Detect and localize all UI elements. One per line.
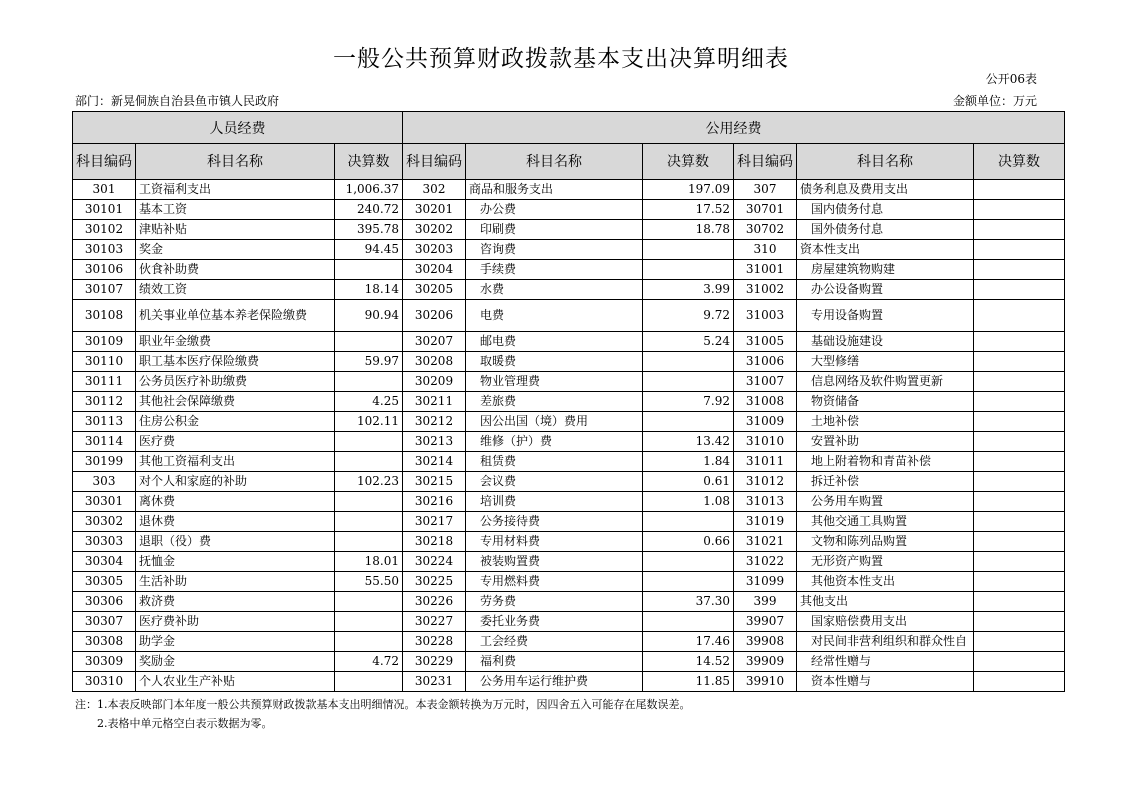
amount-cell: 18.14 (335, 280, 403, 300)
code-cell: 30217 (403, 512, 466, 532)
column-header-amount: 决算数 (335, 144, 403, 180)
name-cell: 奖励金 (136, 652, 335, 672)
expenditure-table (72, 111, 1065, 692)
amount-cell (974, 352, 1065, 372)
table-row (73, 412, 1065, 432)
code-cell: 31011 (734, 452, 797, 472)
group-header-public: 公用经费 (403, 112, 1065, 144)
code-cell: 31005 (734, 332, 797, 352)
code-cell: 30114 (73, 432, 136, 452)
code-cell: 30701 (734, 200, 797, 220)
name-cell: 房屋建筑物购建 (797, 260, 974, 280)
name-cell: 机关事业单位基本养老保险缴费 (136, 300, 335, 332)
code-cell: 30201 (403, 200, 466, 220)
code-cell: 30108 (73, 300, 136, 332)
amount-cell: 7.92 (643, 392, 734, 412)
table-body (73, 180, 1065, 692)
column-header-name: 科目名称 (797, 144, 974, 180)
code-cell: 30110 (73, 352, 136, 372)
code-cell: 30213 (403, 432, 466, 452)
name-cell: 拆迁补偿 (797, 472, 974, 492)
name-cell: 伙食补助费 (136, 260, 335, 280)
name-cell: 工资福利支出 (136, 180, 335, 200)
name-cell: 住房公积金 (136, 412, 335, 432)
name-cell: 退职（役）费 (136, 532, 335, 552)
name-cell: 安置补助 (797, 432, 974, 452)
amount-cell: 1.08 (643, 492, 734, 512)
amount-cell (335, 260, 403, 280)
amount-cell: 59.97 (335, 352, 403, 372)
code-cell: 30225 (403, 572, 466, 592)
amount-cell: 0.61 (643, 472, 734, 492)
name-cell: 公务用车购置 (797, 492, 974, 512)
table-row (73, 472, 1065, 492)
name-cell: 其他支出 (797, 592, 974, 612)
table-row (73, 632, 1065, 652)
amount-cell: 240.72 (335, 200, 403, 220)
code-cell: 31006 (734, 352, 797, 372)
code-cell: 30214 (403, 452, 466, 472)
amount-cell (974, 492, 1065, 512)
code-cell: 31007 (734, 372, 797, 392)
code-cell: 30305 (73, 572, 136, 592)
table-row (73, 492, 1065, 512)
code-cell: 30303 (73, 532, 136, 552)
code-cell: 31012 (734, 472, 797, 492)
amount-cell (974, 372, 1065, 392)
table-row (73, 352, 1065, 372)
name-cell: 津贴补贴 (136, 220, 335, 240)
amount-cell (974, 532, 1065, 552)
name-cell: 基础设施建设 (797, 332, 974, 352)
code-cell: 30109 (73, 332, 136, 352)
amount-cell (974, 452, 1065, 472)
page-title: 一般公共预算财政拨款基本支出决算明细表 (333, 46, 789, 72)
table-row (73, 240, 1065, 260)
column-header-code: 科目编码 (734, 144, 797, 180)
amount-cell: 14.52 (643, 652, 734, 672)
code-cell: 30304 (73, 552, 136, 572)
amount-cell (643, 372, 734, 392)
name-cell: 退休费 (136, 512, 335, 532)
name-cell: 其他工资福利支出 (136, 452, 335, 472)
name-cell: 其他社会保障缴费 (136, 392, 335, 412)
group-header-personnel: 人员经费 (73, 112, 403, 144)
code-cell: 30302 (73, 512, 136, 532)
name-cell: 电费 (466, 300, 643, 332)
amount-cell: 1,006.37 (335, 180, 403, 200)
amount-cell (974, 220, 1065, 240)
code-cell: 31009 (734, 412, 797, 432)
amount-cell (974, 512, 1065, 532)
name-cell: 资本性支出 (797, 240, 974, 260)
code-cell: 307 (734, 180, 797, 200)
table-row (73, 392, 1065, 412)
code-cell: 30102 (73, 220, 136, 240)
table-row (73, 652, 1065, 672)
table-row (73, 612, 1065, 632)
code-cell: 31001 (734, 260, 797, 280)
name-cell: 商品和服务支出 (466, 180, 643, 200)
table-row (73, 532, 1065, 552)
name-cell: 抚恤金 (136, 552, 335, 572)
amount-cell (335, 332, 403, 352)
code-cell: 30103 (73, 240, 136, 260)
column-header-name: 科目名称 (466, 144, 643, 180)
amount-cell: 197.09 (643, 180, 734, 200)
amount-cell: 0.66 (643, 532, 734, 552)
name-cell: 救济费 (136, 592, 335, 612)
code-cell: 301 (73, 180, 136, 200)
code-cell: 30702 (734, 220, 797, 240)
name-cell: 医疗费 (136, 432, 335, 452)
code-cell: 30307 (73, 612, 136, 632)
amount-cell (974, 260, 1065, 280)
code-cell: 30206 (403, 300, 466, 332)
code-cell: 30209 (403, 372, 466, 392)
code-cell: 30231 (403, 672, 466, 692)
code-cell: 30111 (73, 372, 136, 392)
code-cell: 30204 (403, 260, 466, 280)
name-cell: 取暖费 (466, 352, 643, 372)
name-cell: 咨询费 (466, 240, 643, 260)
name-cell: 专用设备购置 (797, 300, 974, 332)
table-row (73, 372, 1065, 392)
amount-cell (335, 612, 403, 632)
amount-cell: 102.11 (335, 412, 403, 432)
table-row (73, 200, 1065, 220)
name-cell: 经常性赠与 (797, 652, 974, 672)
amount-cell (974, 240, 1065, 260)
name-cell: 公务用车运行维护费 (466, 672, 643, 692)
column-header-code: 科目编码 (403, 144, 466, 180)
name-cell: 职工基本医疗保险缴费 (136, 352, 335, 372)
table-row (73, 300, 1065, 332)
amount-cell (974, 672, 1065, 692)
amount-unit-label: 金额单位：万元 (952, 94, 1037, 108)
amount-cell (974, 552, 1065, 572)
name-cell: 地上附着物和青苗补偿 (797, 452, 974, 472)
name-cell: 因公出国（境）费用 (466, 412, 643, 432)
amount-cell (974, 632, 1065, 652)
amount-cell (974, 300, 1065, 332)
name-cell: 国家赔偿费用支出 (797, 612, 974, 632)
amount-cell (643, 240, 734, 260)
name-cell: 劳务费 (466, 592, 643, 612)
name-cell: 手续费 (466, 260, 643, 280)
amount-cell: 4.25 (335, 392, 403, 412)
table-row (73, 512, 1065, 532)
amount-cell (974, 392, 1065, 412)
code-cell: 31022 (734, 552, 797, 572)
amount-cell: 17.46 (643, 632, 734, 652)
code-cell: 31099 (734, 572, 797, 592)
code-cell: 303 (73, 472, 136, 492)
table-row (73, 432, 1065, 452)
table-row (73, 332, 1065, 352)
amount-cell: 5.24 (643, 332, 734, 352)
code-cell: 30107 (73, 280, 136, 300)
code-cell: 31021 (734, 532, 797, 552)
amount-cell (643, 612, 734, 632)
amount-cell: 4.72 (335, 652, 403, 672)
name-cell: 文物和陈列品购置 (797, 532, 974, 552)
table-row (73, 280, 1065, 300)
code-cell: 30310 (73, 672, 136, 692)
amount-cell (974, 280, 1065, 300)
name-cell: 福利费 (466, 652, 643, 672)
amount-cell: 9.72 (643, 300, 734, 332)
table-row (73, 572, 1065, 592)
amount-cell: 17.52 (643, 200, 734, 220)
name-cell: 助学金 (136, 632, 335, 652)
name-cell: 离休费 (136, 492, 335, 512)
amount-cell (335, 512, 403, 532)
code-cell: 399 (734, 592, 797, 612)
table-row (73, 220, 1065, 240)
amount-cell: 395.78 (335, 220, 403, 240)
code-cell: 31019 (734, 512, 797, 532)
name-cell: 医疗费补助 (136, 612, 335, 632)
code-cell: 31008 (734, 392, 797, 412)
amount-cell (974, 412, 1065, 432)
amount-cell: 3.99 (643, 280, 734, 300)
name-cell: 工会经费 (466, 632, 643, 652)
amount-cell (335, 372, 403, 392)
column-header-code: 科目编码 (73, 144, 136, 180)
name-cell: 培训费 (466, 492, 643, 512)
footnote-1: 注：1.本表反映部门本年度一般公共预算财政拨款基本支出明细情况。本表金额转换为万元时，因四舍五入可能存在尾数误差。 (75, 698, 691, 711)
name-cell: 国内债务付息 (797, 200, 974, 220)
name-cell: 债务利息及费用支出 (797, 180, 974, 200)
amount-cell (643, 260, 734, 280)
amount-cell (643, 512, 734, 532)
form-number: 公开06表 (985, 72, 1037, 86)
name-cell: 会议费 (466, 472, 643, 492)
name-cell: 个人农业生产补贴 (136, 672, 335, 692)
code-cell: 30205 (403, 280, 466, 300)
amount-cell (974, 432, 1065, 452)
amount-cell: 13.42 (643, 432, 734, 452)
column-header-amount: 决算数 (643, 144, 734, 180)
amount-cell (974, 572, 1065, 592)
amount-cell (974, 332, 1065, 352)
code-cell: 31013 (734, 492, 797, 512)
code-cell: 30227 (403, 612, 466, 632)
amount-cell (974, 200, 1065, 220)
code-cell: 302 (403, 180, 466, 200)
table-row (73, 180, 1065, 200)
name-cell: 信息网络及软件购置更新 (797, 372, 974, 392)
name-cell: 公务员医疗补助缴费 (136, 372, 335, 392)
name-cell: 其他资本性支出 (797, 572, 974, 592)
code-cell: 30203 (403, 240, 466, 260)
code-cell: 31002 (734, 280, 797, 300)
table-row (73, 452, 1065, 472)
amount-cell: 37.30 (643, 592, 734, 612)
column-header-name: 科目名称 (136, 144, 335, 180)
name-cell: 土地补偿 (797, 412, 974, 432)
code-cell: 30202 (403, 220, 466, 240)
name-cell: 被装购置费 (466, 552, 643, 572)
name-cell: 对民间非营利组织和群众性自 (797, 632, 974, 652)
code-cell: 31010 (734, 432, 797, 452)
amount-cell (335, 532, 403, 552)
name-cell: 办公费 (466, 200, 643, 220)
name-cell: 物业管理费 (466, 372, 643, 392)
code-cell: 30308 (73, 632, 136, 652)
code-cell: 30216 (403, 492, 466, 512)
code-cell: 30229 (403, 652, 466, 672)
table-row (73, 672, 1065, 692)
code-cell: 39910 (734, 672, 797, 692)
code-cell: 30106 (73, 260, 136, 280)
amount-cell (643, 572, 734, 592)
table-row (73, 592, 1065, 612)
name-cell: 职业年金缴费 (136, 332, 335, 352)
code-cell: 30112 (73, 392, 136, 412)
name-cell: 生活补助 (136, 572, 335, 592)
name-cell: 维修（护）费 (466, 432, 643, 452)
name-cell: 物资储备 (797, 392, 974, 412)
code-cell: 30226 (403, 592, 466, 612)
code-cell: 30211 (403, 392, 466, 412)
name-cell: 专用燃料费 (466, 572, 643, 592)
amount-cell (974, 472, 1065, 492)
code-cell: 30301 (73, 492, 136, 512)
amount-cell: 94.45 (335, 240, 403, 260)
amount-cell: 18.78 (643, 220, 734, 240)
code-cell: 30224 (403, 552, 466, 572)
code-cell: 39907 (734, 612, 797, 632)
name-cell: 办公设备购置 (797, 280, 974, 300)
code-cell: 310 (734, 240, 797, 260)
code-cell: 30199 (73, 452, 136, 472)
amount-cell (335, 672, 403, 692)
name-cell: 委托业务费 (466, 612, 643, 632)
code-cell: 30207 (403, 332, 466, 352)
table-row (73, 552, 1065, 572)
amount-cell (974, 592, 1065, 612)
name-cell: 公务接待费 (466, 512, 643, 532)
table-row (73, 260, 1065, 280)
amount-cell (974, 612, 1065, 632)
name-cell: 其他交通工具购置 (797, 512, 974, 532)
amount-cell: 1.84 (643, 452, 734, 472)
code-cell: 30113 (73, 412, 136, 432)
code-cell: 30309 (73, 652, 136, 672)
name-cell: 对个人和家庭的补助 (136, 472, 335, 492)
code-cell: 31003 (734, 300, 797, 332)
code-cell: 39908 (734, 632, 797, 652)
name-cell: 邮电费 (466, 332, 643, 352)
name-cell: 资本性赠与 (797, 672, 974, 692)
code-cell: 30212 (403, 412, 466, 432)
code-cell: 30228 (403, 632, 466, 652)
name-cell: 国外债务付息 (797, 220, 974, 240)
amount-cell: 55.50 (335, 572, 403, 592)
name-cell: 差旅费 (466, 392, 643, 412)
code-cell: 30101 (73, 200, 136, 220)
amount-cell (335, 492, 403, 512)
amount-cell (643, 552, 734, 572)
name-cell: 奖金 (136, 240, 335, 260)
code-cell: 30306 (73, 592, 136, 612)
amount-cell (335, 632, 403, 652)
name-cell: 大型修缮 (797, 352, 974, 372)
code-cell: 30208 (403, 352, 466, 372)
department-label: 部门：新晃侗族自治县鱼市镇人民政府 (75, 94, 280, 108)
name-cell: 水费 (466, 280, 643, 300)
name-cell: 印刷费 (466, 220, 643, 240)
name-cell: 无形资产购置 (797, 552, 974, 572)
code-cell: 30218 (403, 532, 466, 552)
amount-cell: 90.94 (335, 300, 403, 332)
name-cell: 基本工资 (136, 200, 335, 220)
name-cell: 绩效工资 (136, 280, 335, 300)
amount-cell (335, 592, 403, 612)
amount-cell (335, 432, 403, 452)
footnote-2: 2.表格中单元格空白表示数据为零。 (97, 717, 273, 730)
amount-cell (335, 452, 403, 472)
amount-cell: 18.01 (335, 552, 403, 572)
name-cell: 租赁费 (466, 452, 643, 472)
amount-cell (974, 652, 1065, 672)
code-cell: 39909 (734, 652, 797, 672)
amount-cell: 11.85 (643, 672, 734, 692)
column-header-amount: 决算数 (974, 144, 1065, 180)
amount-cell (643, 352, 734, 372)
amount-cell: 102.23 (335, 472, 403, 492)
amount-cell (974, 180, 1065, 200)
code-cell: 30215 (403, 472, 466, 492)
name-cell: 专用材料费 (466, 532, 643, 552)
amount-cell (643, 412, 734, 432)
